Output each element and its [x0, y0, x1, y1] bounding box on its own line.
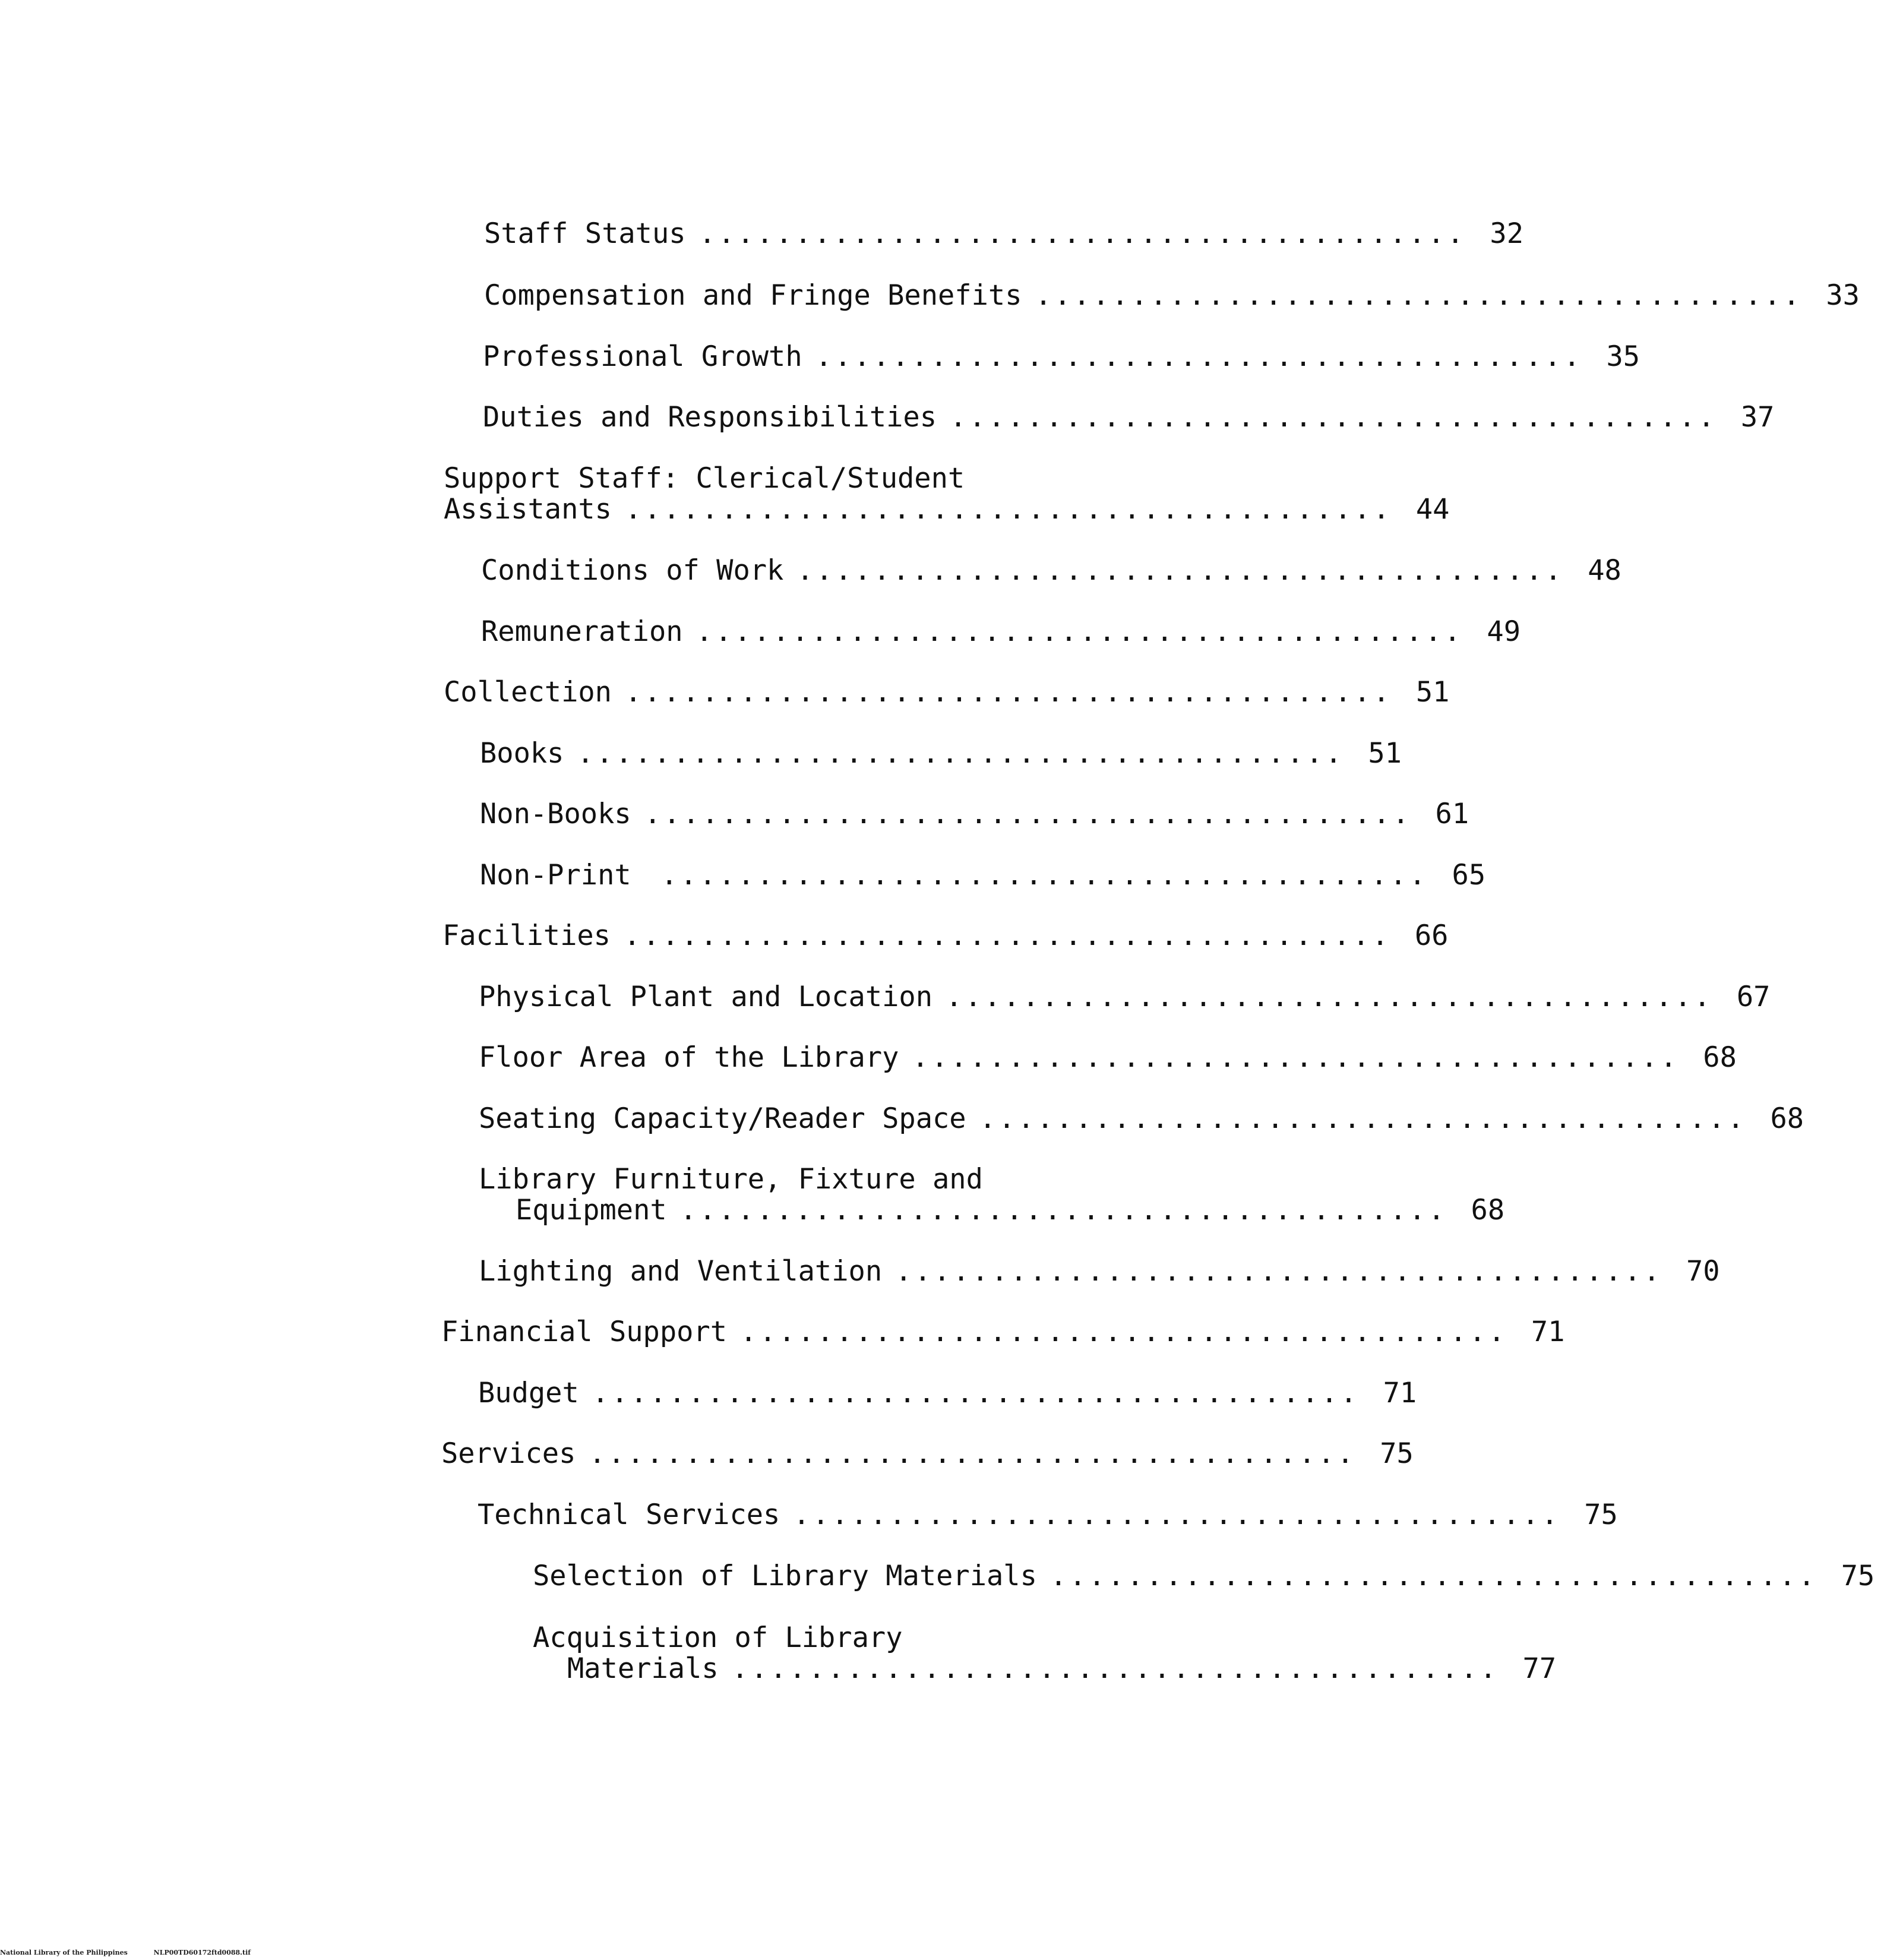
toc-entry: [479, 1102, 1804, 1135]
toc-entry-label: Floor Area of the Library: [479, 1041, 899, 1074]
toc-entry-label: Financial Support: [441, 1316, 728, 1348]
toc-entry-label: Non-Books: [480, 798, 631, 830]
toc-entry-page: 71: [1531, 1316, 1565, 1348]
toc-entry: [533, 1621, 1557, 1685]
toc-entry-label: Staff Status: [484, 217, 686, 250]
toc-entry-page: 77: [1522, 1652, 1557, 1685]
toc-entry-label: Lighting and Ventilation: [479, 1255, 883, 1288]
leader-dots: ........................................: [895, 1255, 1662, 1288]
toc-entry-label: Duties and Responsibilities: [483, 401, 937, 434]
toc-entry-page: 48: [1588, 554, 1621, 587]
toc-entry-page: 71: [1383, 1377, 1417, 1409]
footer-file-name: NLP00TD60172ftd0088.tif: [153, 1949, 251, 1956]
leader-dots: ........................................: [679, 1194, 1447, 1226]
toc-entry-label: Remuneration: [481, 615, 683, 648]
leader-dots: ........................................: [1035, 279, 1803, 312]
toc-entry: [478, 1377, 1417, 1409]
toc-entry-label: Services: [441, 1437, 576, 1470]
toc-entry-label: Books: [480, 737, 564, 770]
toc-entry-page: 35: [1606, 340, 1640, 373]
toc-entry-page: 67: [1736, 981, 1771, 1013]
leader-dots: ........................................: [793, 1499, 1561, 1531]
toc-entry-label: Conditions of Work: [481, 554, 784, 587]
toc-entry-page: 44: [1415, 493, 1450, 526]
leader-dots: ........................................: [592, 1377, 1360, 1409]
toc-entry-label: Assistants: [444, 493, 612, 526]
toc-entry: [441, 1316, 1565, 1348]
toc-entry: [479, 1255, 1720, 1288]
toc-entry-label: Collection: [444, 676, 612, 709]
toc-entry-page: 32: [1490, 217, 1524, 250]
toc-entry: [481, 554, 1621, 587]
leader-dots: ........................................: [624, 493, 1392, 526]
toc-entry-label: Facilities: [442, 919, 611, 952]
toc-entry-page: 61: [1435, 798, 1469, 830]
toc-entry-page: 37: [1740, 401, 1775, 434]
toc-entry: [480, 798, 1469, 830]
toc-entry-page: 68: [1471, 1194, 1505, 1226]
footer-library-name: National Library of the Philippines: [0, 1949, 128, 1956]
leader-dots: ........................................: [624, 676, 1392, 709]
leader-dots: ........................................: [1050, 1560, 1817, 1592]
toc-entry-page: 66: [1414, 919, 1449, 952]
toc-entry: [444, 462, 1450, 526]
toc-entry-first-line: Support Staff: Clerical/Student: [444, 462, 965, 495]
leader-dots: ........................................: [946, 981, 1713, 1013]
toc-entry: [483, 340, 1640, 373]
toc-entry: [480, 859, 1486, 892]
toc-entry-page: 65: [1452, 859, 1486, 892]
toc-entry: [533, 1560, 1875, 1592]
leader-dots: ........................................: [912, 1041, 1680, 1074]
toc-entry: [480, 737, 1402, 770]
toc-entry-label: Technical Services: [478, 1499, 780, 1531]
toc-entry: [479, 1163, 1505, 1226]
toc-entry-page: 75: [1380, 1437, 1414, 1470]
leader-dots: ........................................: [696, 615, 1463, 648]
toc-entry-label: Professional Growth: [483, 340, 802, 373]
leader-dots: ........................................: [950, 401, 1717, 434]
leader-dots: ........................................: [815, 340, 1583, 373]
toc-entry-page: 51: [1415, 676, 1450, 709]
toc-entry-label: Budget: [478, 1377, 579, 1409]
toc-entry-page: 49: [1487, 615, 1521, 648]
leader-dots: ........................................: [644, 798, 1412, 830]
toc-entry-page: 51: [1368, 737, 1402, 770]
toc-entry: [441, 1437, 1414, 1470]
toc-entry: [442, 919, 1449, 952]
leader-dots: ........................................: [589, 1437, 1357, 1470]
leader-dots: ........................................: [731, 1652, 1499, 1685]
toc-entry-label: Selection of Library Materials: [533, 1560, 1037, 1592]
leader-dots: ........................................: [660, 859, 1428, 892]
toc-entry-label: Non-Print: [480, 859, 631, 892]
toc-entry: [478, 1499, 1618, 1531]
toc-entry-page: 75: [1841, 1560, 1875, 1592]
toc-entry: [484, 279, 1860, 312]
toc-entry-page: 33: [1826, 279, 1860, 312]
toc-entry: [479, 981, 1771, 1013]
toc-entry-label: Materials: [567, 1652, 719, 1685]
toc-entry-page: 75: [1584, 1499, 1618, 1531]
toc-entry-label: Seating Capacity/Reader Space: [479, 1102, 966, 1135]
leader-dots: ........................................: [979, 1102, 1747, 1135]
leader-dots: ........................................: [740, 1316, 1507, 1348]
toc-entry-label: Physical Plant and Location: [479, 981, 933, 1013]
toc-entry: [481, 615, 1521, 648]
leader-dots: ........................................: [623, 919, 1391, 952]
scan-footer: [0, 1949, 274, 1956]
toc-entry-label: Equipment: [516, 1194, 667, 1226]
toc-entry-first-line: Library Furniture, Fixture and: [479, 1163, 983, 1196]
toc-entry: [444, 676, 1450, 709]
toc-entry-page: 68: [1703, 1041, 1737, 1074]
toc-entry-first-line: Acquisition of Library: [533, 1621, 903, 1654]
toc-entry-page: 68: [1770, 1102, 1804, 1135]
toc-entry-page: 70: [1686, 1255, 1720, 1288]
toc-entry: [483, 401, 1775, 434]
toc-entry: [479, 1041, 1737, 1074]
leader-dots: ........................................: [577, 737, 1345, 770]
leader-dots: ........................................: [698, 217, 1466, 250]
toc-entry-label: Compensation and Fringe Benefits: [484, 279, 1022, 312]
leader-dots: ........................................: [796, 554, 1564, 587]
toc-entry: [484, 217, 1524, 250]
